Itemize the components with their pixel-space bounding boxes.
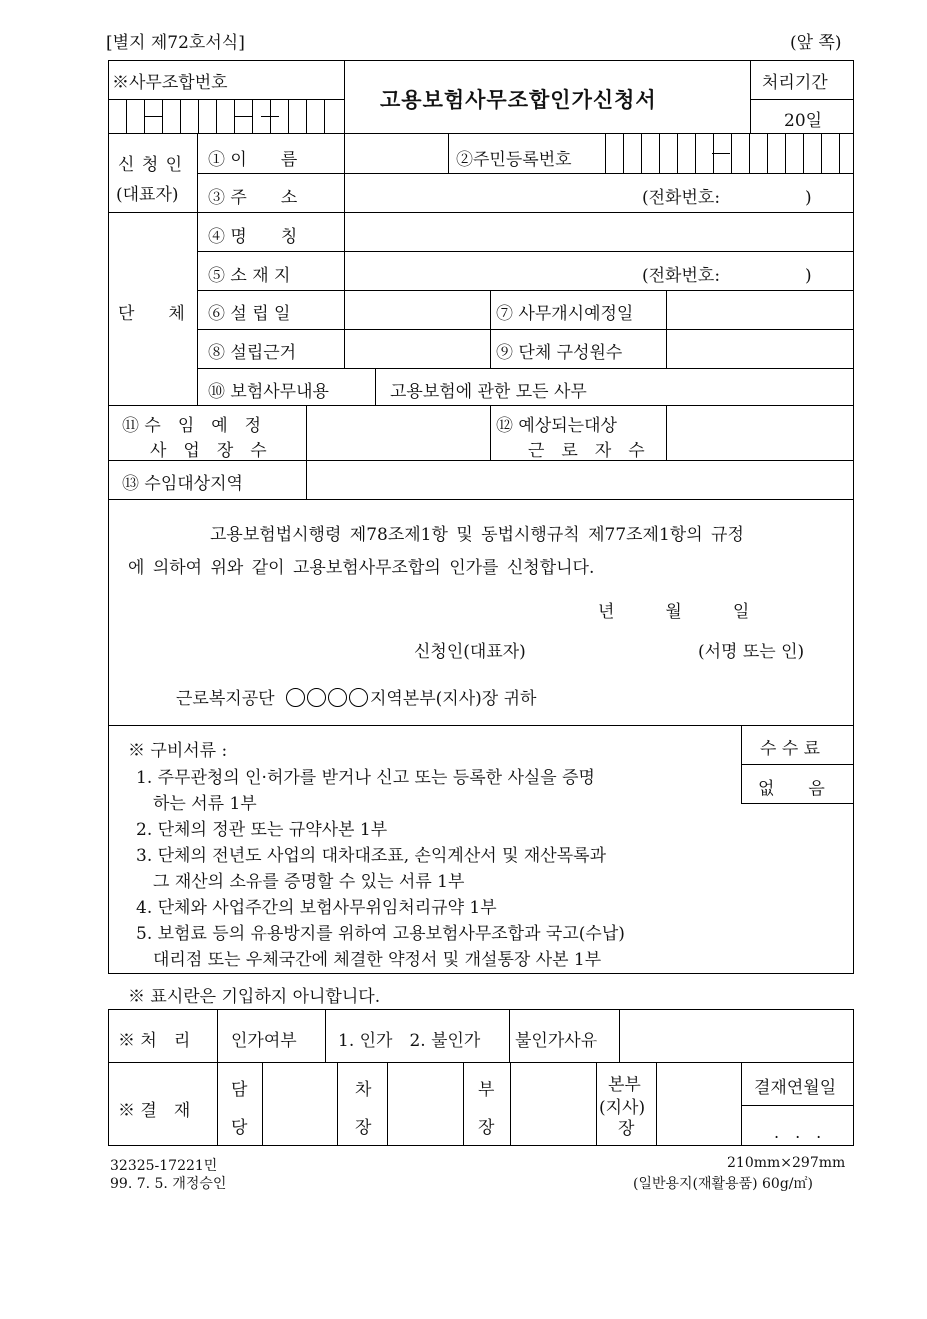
basis-field[interactable] xyxy=(345,330,490,367)
approval-options[interactable]: 1. 인가 2. 불인가 xyxy=(338,1031,481,1051)
staff-label-bottom: 당 xyxy=(231,1118,248,1138)
workplaces-field[interactable] xyxy=(307,406,490,460)
organization-label: 단 체 xyxy=(118,304,185,324)
start-date-label: ⑦ 사무개시예정일 xyxy=(496,304,634,324)
signature-label[interactable]: (서명 또는 인) xyxy=(698,642,805,662)
org-name-field[interactable] xyxy=(345,213,853,250)
processing-period-label: 처리기간 xyxy=(762,73,828,93)
recipient-suffix: 지역본부(지사)장 귀하 xyxy=(369,689,537,709)
reject-reason-field[interactable] xyxy=(620,1010,853,1061)
applicant-rep-label: (대표자) xyxy=(116,185,179,205)
name-label: ① 이 름 xyxy=(208,150,298,170)
sign-date-label: 결재연월일 xyxy=(754,1078,837,1098)
hq-sign-box[interactable] xyxy=(657,1063,741,1145)
document-item: 2. 단체의 정관 또는 규약사본 1부 xyxy=(136,820,388,840)
workers-field[interactable] xyxy=(667,406,853,460)
founded-label: ⑥ 설 립 일 xyxy=(208,304,291,324)
workers-label: ⑫ 예상되는대상 xyxy=(496,416,617,436)
dept-label-top: 부 xyxy=(478,1080,495,1100)
founded-field[interactable] xyxy=(345,291,490,329)
form-approval: 99. 7. 5. 개정승인 xyxy=(110,1176,227,1192)
workplaces-label: ⑪ 수 임 예 정 xyxy=(122,416,262,436)
declaration-line-1: 고용보험법시행령 제78조제1항 및 동법시행규칙 제77조제1항의 규정 xyxy=(210,525,744,545)
members-label: ⑨ 단체 구성원수 xyxy=(496,343,623,363)
org-name-label: ④ 명 칭 xyxy=(208,227,298,247)
dept-sign-box[interactable] xyxy=(511,1063,596,1145)
document-item: 5. 보험료 등의 유용방지를 위하여 고용보험사무조합과 국고(수납) xyxy=(136,924,625,944)
vice-sign-box[interactable] xyxy=(388,1063,463,1145)
sign-label: ※ 결 재 xyxy=(118,1101,191,1121)
documents-header: ※ 구비서류 : xyxy=(128,741,228,761)
vice-label-bottom: 장 xyxy=(355,1118,372,1138)
vice-label-top: 차 xyxy=(355,1080,372,1100)
approval-label: 인가여부 xyxy=(231,1031,297,1051)
fee-label: 수 수 료 xyxy=(760,739,821,759)
dept-label-bottom: 장 xyxy=(478,1118,495,1138)
applicant-phone-label: (전화번호: ) xyxy=(642,188,812,208)
sign-date-value[interactable]: . . . xyxy=(774,1123,822,1142)
recipient-line xyxy=(176,684,536,709)
staff-sign-box[interactable] xyxy=(263,1063,337,1145)
org-phone-label: (전화번호: ) xyxy=(642,266,812,286)
page-side-label: (앞 쪽) xyxy=(790,33,842,53)
scope-label: ⑩ 보험사무내용 xyxy=(208,382,329,402)
declaration-applicant: 신청인(대표자) xyxy=(414,642,526,662)
document-item: 대리점 또는 우체국간에 체결한 약정서 및 개설통장 사본 1부 xyxy=(136,950,602,970)
applicant-label: 신 청 인 xyxy=(118,155,184,175)
document-item: 그 재산의 소유를 증명할 수 있는 서류 1부 xyxy=(136,872,465,892)
start-date-field[interactable] xyxy=(667,291,853,329)
reject-reason-label: 불인가사유 xyxy=(515,1031,598,1051)
rrn-label: ②주민등록번호 xyxy=(456,150,572,170)
declaration-date[interactable]: 년 월 일 xyxy=(598,602,750,622)
document-item: 3. 단체의 전년도 사업의 대차대조표, 손익계산서 및 재산목록과 xyxy=(136,846,606,866)
union-number-label: ※사무조합번호 xyxy=(112,73,228,93)
process-label: ※ 처 리 xyxy=(118,1031,191,1051)
hq-label-3: 장 xyxy=(618,1119,635,1139)
fee-value: 없 음 xyxy=(758,779,825,799)
address-field[interactable] xyxy=(345,174,625,211)
members-field[interactable] xyxy=(667,330,853,367)
paper-size: 210mm×297mm xyxy=(727,1155,846,1171)
address-label: ③ 주 소 xyxy=(208,188,298,208)
document-item: 1. 주무관청의 인·허가를 받거나 신고 또는 등록한 사실을 증명 xyxy=(136,768,595,788)
basis-label: ⑧ 설립근거 xyxy=(208,343,297,363)
blank-circles xyxy=(286,689,370,709)
workers-label-2: 근 로 자 수 xyxy=(528,441,645,461)
region-field[interactable] xyxy=(307,461,853,499)
scope-value: 고용보험에 관한 모든 사무 xyxy=(390,382,587,402)
location-label: ⑤ 소 재 지 xyxy=(208,266,291,286)
staff-label-top: 담 xyxy=(231,1080,248,1100)
form-title: 고용보험사무조합인가신청서 xyxy=(380,87,657,112)
document-item: 4. 단체와 사업주간의 보험사무위임처리규약 1부 xyxy=(136,898,497,918)
form-id-label: [별지 제72호서식] xyxy=(106,33,245,53)
hq-label-2: (지사) xyxy=(599,1098,646,1118)
recipient-prefix: 근로복지공단 xyxy=(176,689,275,709)
processing-period-value: 20일 xyxy=(784,111,823,131)
location-field[interactable] xyxy=(345,252,625,290)
name-field[interactable] xyxy=(345,134,448,172)
declaration-line-2: 에 의하여 위와 같이 고용보험사무조합의 인가를 신청합니다. xyxy=(128,558,595,578)
form-code: 32325-17221민 xyxy=(110,1158,218,1174)
paper-type: (일반용지(재활용품) 60g/㎡) xyxy=(633,1176,813,1192)
hq-label-1: 본부 xyxy=(608,1075,641,1095)
document-item: 하는 서류 1부 xyxy=(136,794,257,814)
notice-text: ※ 표시란은 기입하지 아니합니다. xyxy=(128,987,381,1007)
region-label: ⑬ 수임대상지역 xyxy=(122,474,243,494)
workplaces-label-2: 사 업 장 수 xyxy=(150,441,267,461)
